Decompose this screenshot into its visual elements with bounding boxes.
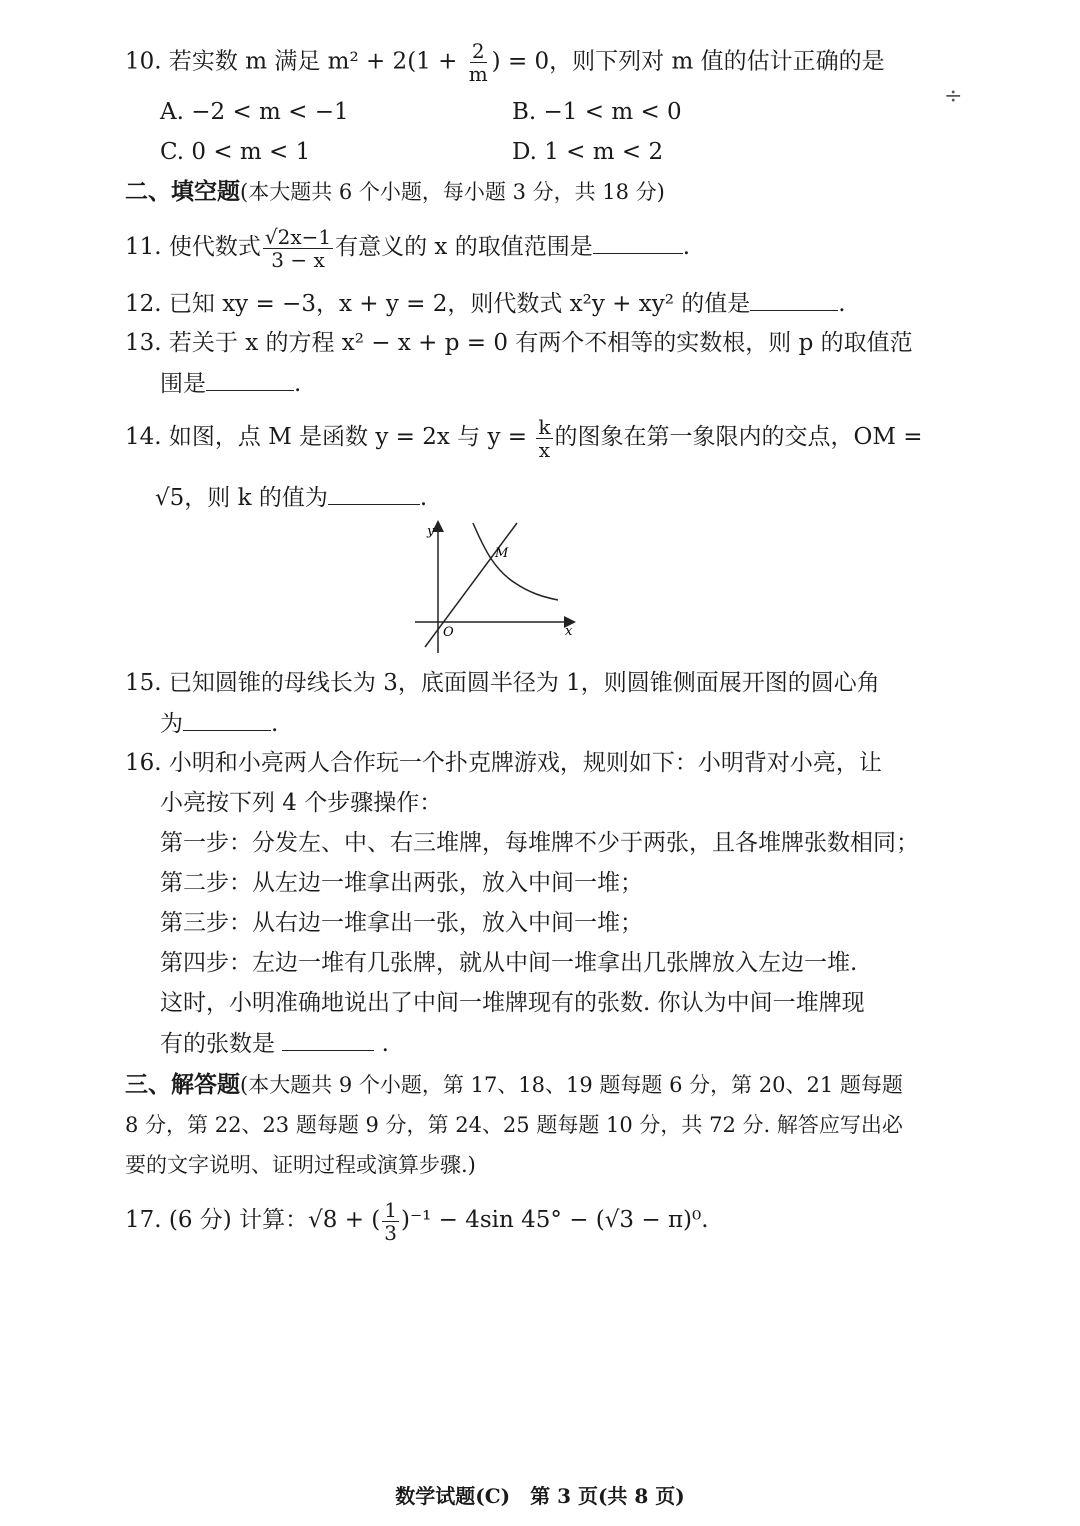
q15-line2-text: 为 xyxy=(160,711,183,737)
q15-answer-blank[interactable] xyxy=(183,708,271,731)
q14-figure xyxy=(405,515,585,660)
q12-end: . xyxy=(838,291,846,317)
q17-stem xyxy=(125,1195,709,1245)
point-m-label: M xyxy=(495,546,509,561)
q15-line2 xyxy=(160,708,278,739)
q16-step3: 第三步：从右边一堆拿出一张，放入中间一堆； xyxy=(160,910,643,936)
q16-line2: 小亮按下列 4 个步骤操作： xyxy=(160,790,443,816)
q10-option-d: D. 1 < m < 2 xyxy=(512,139,664,165)
q14-line2-text: √5，则 k 的值为 xyxy=(155,485,328,511)
q17-frac-num: 1 xyxy=(384,1197,397,1222)
q14-line2 xyxy=(155,482,427,513)
q14-end: . xyxy=(419,485,428,511)
q14-frac-den: x xyxy=(538,437,551,462)
q17-suffix: )⁻¹ − 4sin 45° − (√3 − π)⁰. xyxy=(400,1207,709,1233)
q10-frac-num: 2 xyxy=(471,39,485,63)
q10-suffix: ) = 0，则下列对 m 值的估计正确的是 xyxy=(491,48,885,75)
q13-line2-text: 围是 xyxy=(160,371,206,397)
q10-stem xyxy=(125,39,885,86)
q13-line1: 13. 若关于 x 的方程 x² − x + p = 0 有两个不相等的实数根，则 p 的取值范 xyxy=(125,330,913,356)
q17-frac-den: 3 xyxy=(384,1220,397,1245)
q11-suffix: 有意义的 x 的取值范围是 xyxy=(335,234,593,260)
margin-mark: ÷ xyxy=(944,84,963,109)
q10-prefix: 10. 若实数 m 满足 m² + 2(1 + xyxy=(125,48,465,75)
page-footer: 数学试题(C) 第 3 页(共 8 页) xyxy=(395,1484,685,1508)
q11-frac-num: √2x−1 xyxy=(264,224,332,249)
q17-fraction xyxy=(382,1199,399,1244)
section2-note: (本大题共 6 个小题，每小题 3 分，共 18 分) xyxy=(240,180,665,204)
q11-answer-blank[interactable] xyxy=(593,231,683,254)
q11-stem xyxy=(125,222,690,272)
q16-step1: 第一步：分发左、中、右三堆牌，每堆牌不少于两张，且各堆牌张数相同； xyxy=(160,830,919,856)
curve-y-k-over-x xyxy=(473,523,558,600)
q16-line8-text: 有的张数是 xyxy=(160,1031,275,1057)
q10-option-b: B. −1 < m < 0 xyxy=(512,99,682,125)
q16-line1: 16. 小明和小亮两人合作玩一个扑克牌游戏，规则如下：小明背对小亮，让 xyxy=(125,750,882,776)
line-y-2x xyxy=(425,523,517,647)
q11-end: . xyxy=(682,234,691,260)
q14-suffix: 的图象在第一象限内的交点，OM = xyxy=(554,424,923,450)
q14-answer-blank[interactable] xyxy=(328,482,420,505)
q14-line1 xyxy=(125,412,923,462)
q16-step4: 第四步：左边一堆有几张牌，就从中间一堆拿出几张牌放入左边一堆. xyxy=(160,950,858,976)
q11-frac-den: 3 − x xyxy=(271,247,325,272)
q16-answer-blank[interactable] xyxy=(282,1028,374,1051)
q16-end: . xyxy=(381,1031,389,1057)
x-axis-label: x xyxy=(565,624,573,639)
q17-prefix: 17. (6 分) 计算：√8 + ( xyxy=(125,1207,381,1233)
y-axis-label: y xyxy=(427,524,435,539)
q13-end: . xyxy=(294,371,302,397)
q16-line7: 这时，小明准确地说出了中间一堆牌现有的张数. 你认为中间一堆牌现 xyxy=(160,990,865,1016)
section3-note1: (本大题共 9 个小题，第 17、18、19 题每题 6 分，第 20、21 题每题 xyxy=(240,1073,903,1097)
q10-fraction xyxy=(467,40,490,85)
q13-answer-blank[interactable] xyxy=(206,368,294,391)
q16-line8 xyxy=(160,1028,389,1059)
section3-title: 三、解答题 xyxy=(125,1071,240,1098)
q10-option-c: C. 0 < m < 1 xyxy=(160,139,311,165)
q12-answer-blank[interactable] xyxy=(750,288,838,311)
origin-label: O xyxy=(443,625,454,640)
q14-prefix: 14. 如图，点 M 是函数 y = 2x 与 y = xyxy=(125,424,535,450)
section3-note2: 8 分，第 22、23 题每题 9 分，第 24、25 题每题 10 分，共 72 分. 解答应写出必 xyxy=(125,1113,903,1137)
q13-line2 xyxy=(160,368,301,399)
q10-frac-den: m xyxy=(468,62,488,86)
q15-line1: 15. 已知圆锥的母线长为 3，底面圆半径为 1，则圆锥侧面展开图的圆心角 xyxy=(125,670,880,696)
q16-step2: 第二步：从左边一堆拿出两张，放入中间一堆； xyxy=(160,870,643,896)
q10-option-a: A. −2 < m < −1 xyxy=(160,99,349,125)
q15-end: . xyxy=(271,711,279,737)
q12-text: 12. 已知 xy = −3，x + y = 2，则代数式 x²y + xy² 的值是 xyxy=(125,291,751,317)
section2-title: 二、填空题 xyxy=(125,178,240,205)
q14-frac-num: k xyxy=(538,414,551,439)
q14-fraction xyxy=(536,416,552,461)
section3-line1 xyxy=(125,1070,903,1100)
section3-note3: 要的文字说明、证明过程或演算步骤.) xyxy=(125,1153,476,1177)
q11-fraction xyxy=(263,226,333,271)
section2-heading xyxy=(125,177,665,207)
q11-prefix: 11. 使代数式 xyxy=(125,234,261,260)
q12-stem xyxy=(125,288,846,319)
